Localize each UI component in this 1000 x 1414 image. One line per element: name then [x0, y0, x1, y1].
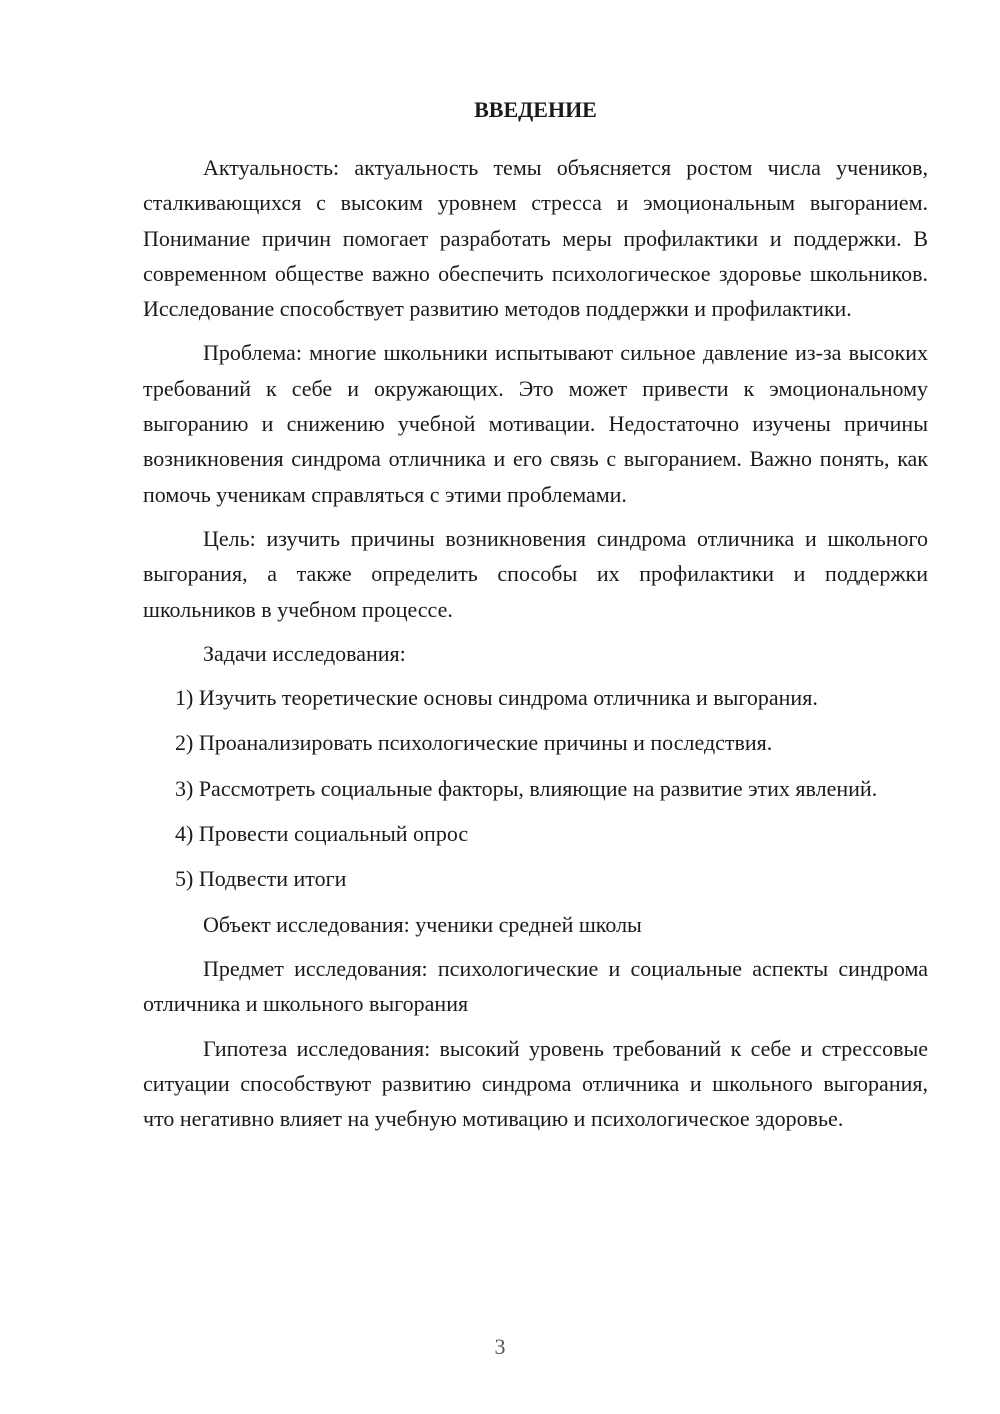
- list-item: 4) Провести социальный опрос: [175, 821, 469, 847]
- relevance-paragraph: Актуальность: актуальность темы объясняется ростом числа учеников, сталкивающихся с высоким уровнем стресса и эмоциональным выгоранием. Понимание причин помогает разработать меры профилактики и поддержки. В современном обществе важно обеспечить психологическое здоровье школьников. Исследование способствует развитию методов поддержки и профилактики.: [143, 155, 928, 322]
- tasks-heading: Задачи исследования:: [203, 640, 406, 666]
- object-paragraph: Объект исследования: ученики средней школы: [203, 911, 642, 937]
- list-item: 5) Подвести итоги: [175, 866, 347, 892]
- document-page: [143, 92, 928, 1145]
- page-number: 3: [494, 1334, 506, 1359]
- list-item: 1) Изучить теоретические основы синдрома отличника и выгорания.: [175, 685, 818, 711]
- hypothesis-paragraph: Гипотеза исследования: высокий уровень требований к себе и стрессовые ситуации способствуют развитию синдрома отличника и школьного выгорания, что негативно влияет на учебную мотивацию и психологическое здоровье.: [143, 1035, 928, 1132]
- problem-paragraph: Проблема: многие школьники испытывают сильное давление из-за высоких требований к себе и окружающих. Это может привести к эмоциональному выгоранию и снижению учебной мотивации. Недостаточно изучены причины возникновения синдрома отличника и его связь с выгоранием. Важно понять, как помочь ученикам справляться с этими проблемами.: [143, 340, 928, 507]
- list-item: 3) Рассмотреть социальные факторы, влияющие на развитие этих явлений.: [175, 775, 878, 801]
- list-item: 2) Проанализировать психологические причины и последствия.: [175, 730, 773, 756]
- tasks-list: [143, 680, 928, 896]
- section-title: ВВЕДЕНИЕ: [474, 97, 597, 122]
- subject-paragraph: Предмет исследования: психологические и социальные аспекты синдрома отличника и школьного выгорания: [143, 955, 928, 1017]
- goal-paragraph: Цель: изучить причины возникновения синдрома отличника и школьного выгорания, а также определить способы их профилактики и поддержки школьников в учебном процессе.: [143, 525, 928, 622]
